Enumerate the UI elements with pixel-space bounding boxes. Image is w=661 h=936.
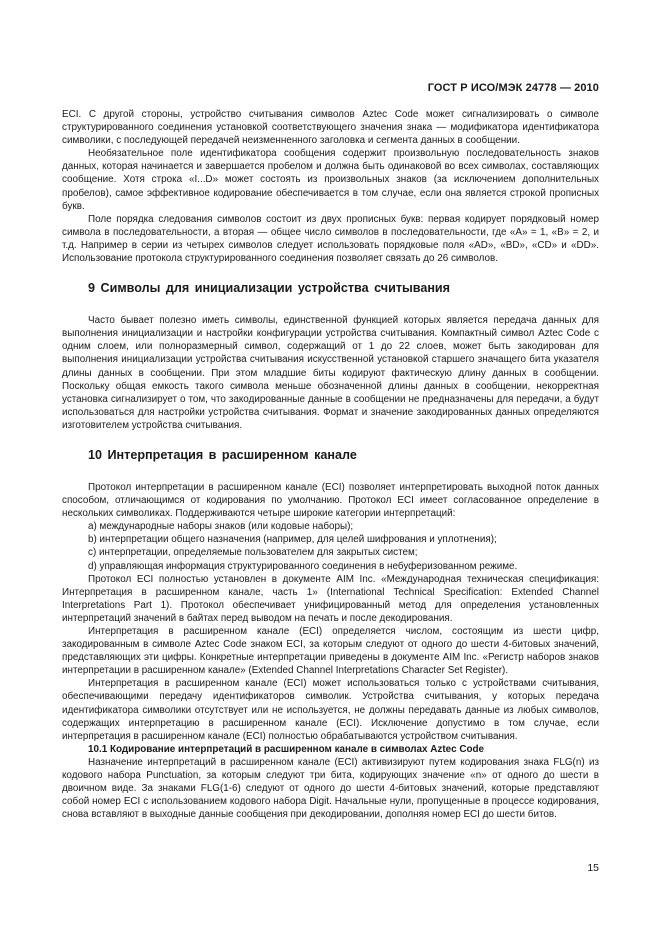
document-header: ГОСТ Р ИСО/МЭК 24778 — 2010 [427, 82, 599, 94]
paragraph: ECI. С другой стороны, устройство считывания символов Aztec Code может сигнализировать о символе структурированного соединения установкой соответствующего значения знака — модификатора идентификатора символики, с последующей передачей неизменненного заголовка и сегмента данных в сообщении. [62, 109, 599, 147]
section-9-heading: 9 Символы для инициализации устройства считывания [88, 281, 451, 296]
paragraph: Интерпретация в расширенном канале (ECI) может использоваться только с устройствами считывания, обеспечивающими передачу идентификаторов символик. Устройства считывания, у которых передача идентификатора символики отсутствует или не используется, не должны передавать данные из любых символов, содержащих интерпретацию в расширенном канале (ECI). Исключение допустимо в том случае, если интерпретация в расширенном канале (ECI) полностью обрабатываются устройством считывания. [62, 678, 599, 742]
paragraph: Необязательное поле идентификатора сообщения содержит произвольную последовательность знаков данных, которая начинается и завершается пробелом и должна быть одинаковой во всех символах, составляющих сообщение. Хотя строка «I...D» может состоять из произвольных знаков (за исключением дополнительных пробелов), самое эффективное кодирование обеспечивается в том случае, если она является строкой прописных букв. [62, 148, 599, 212]
list-item: b) интерпретации общего назначения (например, для целей шифрования и уплотнения); [88, 534, 497, 546]
document-body [62, 108, 599, 821]
list-item: a) международные наборы знаков (или кодовые наборы); [88, 521, 354, 533]
list-item: d) управляющая информация структурированного соединения в небуферизованном режиме. [88, 560, 518, 572]
section-10-heading: 10 Интерпретация в расширенном канале [88, 447, 357, 462]
list-item: c) интерпретации, определяемые пользователем для закрытых систем; [88, 547, 418, 559]
paragraph: Протокол ECI полностью установлен в документе AIM Inc. «Международная техническая спецификация: Интерпретация в расширенном канале, часть 1» (International Technical Specification: Extended Channel Interpretations Part 1). Протокол обеспечивает унифицированный метод для определения установленных интерпретаций значений в байтах перед выводом на печать и после декодирования. [62, 573, 599, 624]
paragraph: Интерпретация в расширенном канале (ECI) определяется числом, состоящим из шести цифр, закодированным в символе Aztec Code знаком ECI, за которым следуют от одного до шести 4-битовых значений, представляющих эти цифры. Конкретные интерпретации приведены в документе AIM Inc. «Регистр наборов знаков интерпретации в расширенном канале» (Extended Channel Interpretations Character Set Register). [62, 626, 599, 677]
page-number: 15 [587, 862, 599, 874]
paragraph: Протокол интерпретации в расширенном канале (ECI) позволяет интерпретировать выходной поток данных способом, отличающимся от кодирования по умолчанию. Протокол ECI имеет согласованное определение в нескольких символиках. Поддерживаются четыре широкие категории интерпретаций: [62, 481, 599, 520]
subsection-10-1-heading: 10.1 Кодирование интерпретаций в расширенном канале в символах Aztec Code [88, 743, 485, 755]
paragraph: Назначение интерпретаций в расширенном канале (ECI) активизируют путем кодирования знака FLG(n) из кодового набора Punctuation, за которым следуют три бита, кодирующих значение «n» от одного до шести в двоичном виде. За знаками FLG(1-6) следуют от одного до шести 4-битовых значений, которые представляют собой номер ECI с использованием кодового набора Digit. Начальные нули, пропущенные в процессе кодирования, снова вставляют в выходные данные сообщения при декодировании, дополняя номер ECI до шести битов. [62, 756, 599, 821]
paragraph: Часто бывает полезно иметь символы, единственной функцией которых является передача данных для выполнения инициализации и настройки конфигурации устройства считывания. Компактный символ Aztec Code с одним слоем, или полноразмерный символ, содержащий от 1 до 22 слоев, может быть закодирован для выполнения инициализации устройства считывания искусственной установкой старшего значащего бита указателя длины данных в сообщении. При этом младшие биты кодируют фактическую длину данных в сообщении. Поскольку общая емкость такого символа меньше обозначенной длины данных в сообщении, некорректная установка сигнализирует о том, что закодированные данные в сообщении не предназначены для передачи, а будут использоваться для настройки устройства считывания. Формат и значение закодированных данных определяются изготовителем устройства считывания. [62, 315, 599, 431]
paragraph: Поле порядка следования символов состоит из двух прописных букв: первая кодирует порядковый номер символа в последовательности, а вторая — общее число символов в последовательности, где «A» = 1, «B» = 2, и т.д. Например в серии из четырех символов следует использовать порядковые поля «AD», «BD», «CD» и «DD». Использование протокола структурированного соединения позволяет связать до 26 символов. [62, 213, 599, 265]
